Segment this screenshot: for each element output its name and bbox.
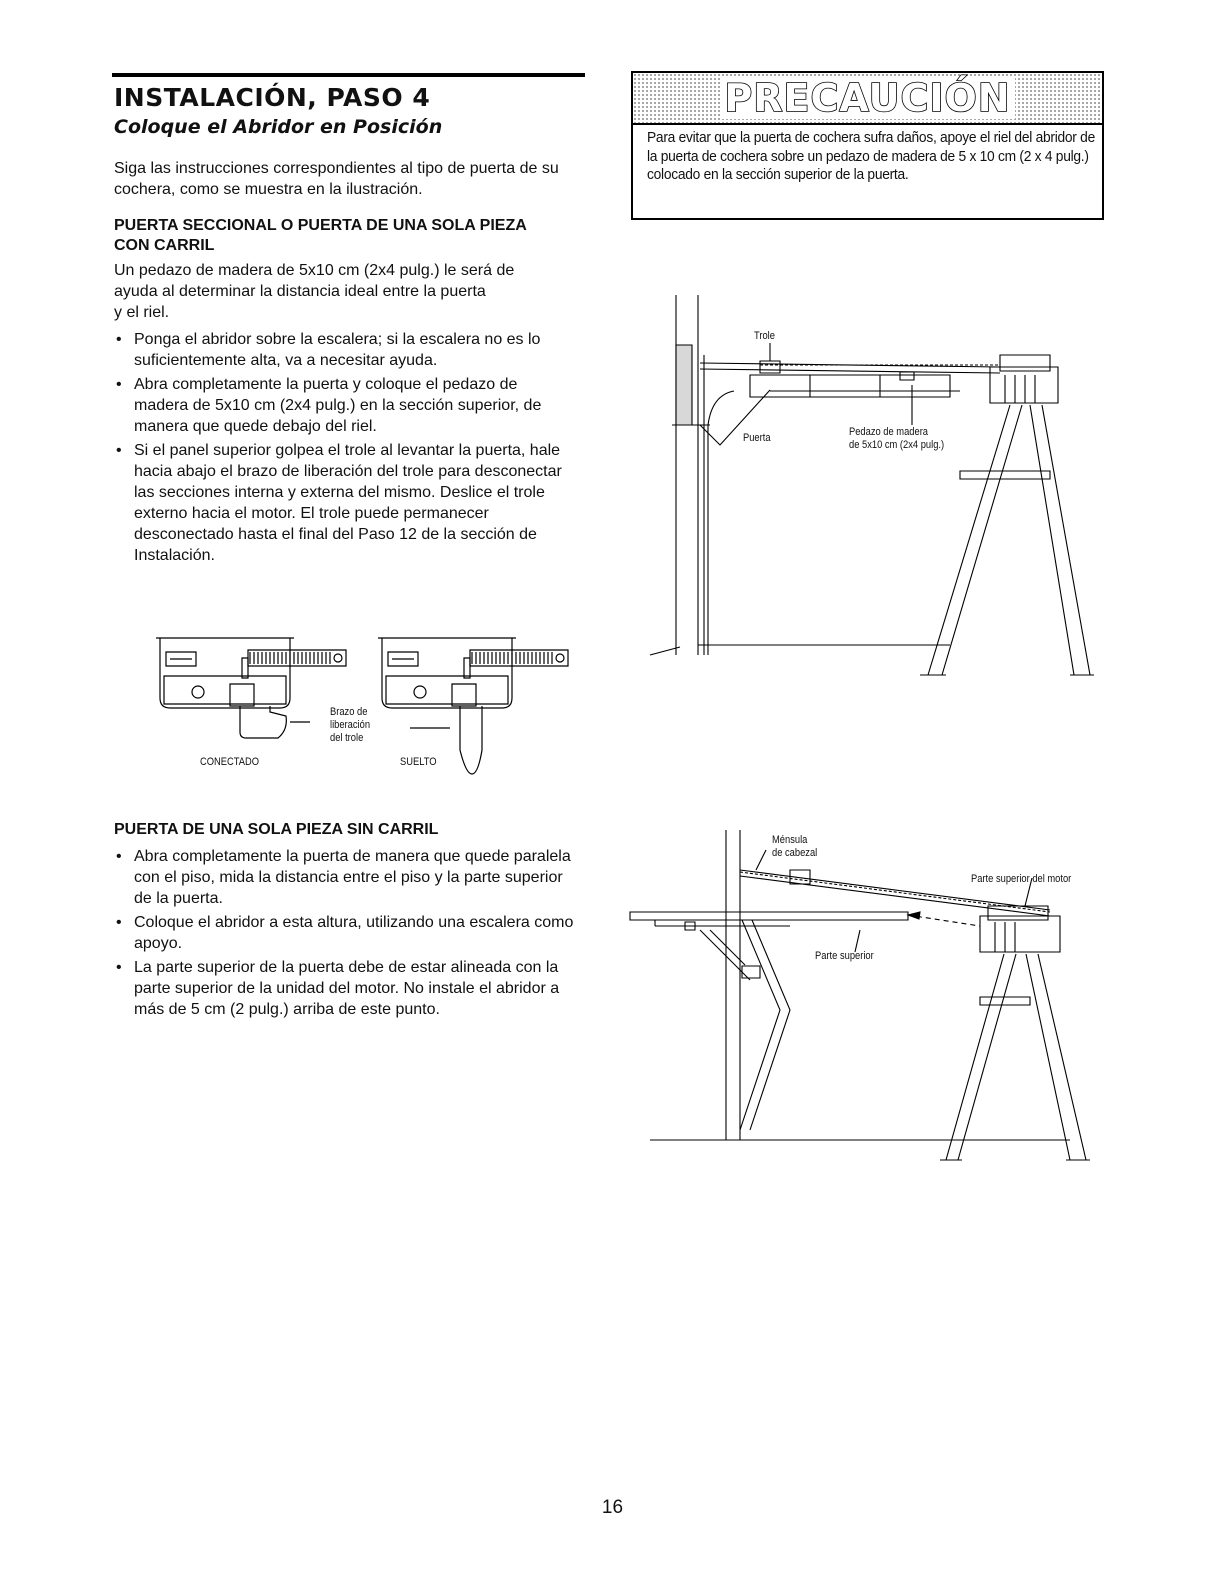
list-item: • Coloque el abridor a esta altura, utilizando una escalera como apoyo. bbox=[114, 912, 576, 954]
connected-label: CONECTADO bbox=[200, 756, 260, 768]
caution-header bbox=[633, 73, 1102, 125]
list-item: • Ponga el abridor sobre la escalera; si la escalera no es lo suficientemente alta, va a necesitar ayuda. bbox=[114, 329, 576, 371]
list-item: • Si el panel superior golpea el trole al levantar la puerta, hale hacia abajo el brazo de liberación del trole para desconectar las secciones interna y externa del mismo. Deslice el trole externo hacia el motor. El trole puede permanecer desconectado hasta el final del Paso 12 de la sección de Instalación. bbox=[114, 440, 576, 566]
caution-text: Para evitar que la puerta de cochera sufra daños, apoye el riel del abridor de la puerta de cochera sobre un pedazo de madera de 5 x 10 cm (2 x 4 pulg.) colocado en la sección superior de la puerta. bbox=[647, 129, 1095, 183]
loose-label: SUELTO bbox=[400, 756, 437, 768]
motor-top-label: Parte superior del motor bbox=[971, 873, 1072, 885]
door-top-label: Parte superior bbox=[815, 950, 874, 962]
list-item: • Abra completamente la puerta y coloque el pedazo de madera de 5x10 cm (2x4 pulg.) en la sección superior, de manera que quede debajo del riel. bbox=[114, 374, 576, 437]
caution-box bbox=[631, 71, 1104, 220]
heading-rule bbox=[112, 73, 585, 77]
section-paragraph: Un pedazo de madera de 5x10 cm (2x4 pulg.) le será de ayuda al determinar la distancia ideal entre la puerta y el riel. bbox=[114, 262, 515, 321]
bullet-list bbox=[114, 846, 576, 1020]
page-title: INSTALACIÓN, PASO 4 bbox=[114, 83, 431, 112]
section-sectional bbox=[114, 216, 584, 569]
wood-piece-label: Pedazo de madera de 5x10 cm (2x4 pulg.) bbox=[849, 426, 945, 451]
list-item: • La parte superior de la puerta debe de estar alineada con la parte superior de la unidad del motor. No instale el abridor a más de 5 cm (2 pulg.) arriba de este punto. bbox=[114, 957, 576, 1020]
bullet-list bbox=[114, 329, 576, 566]
page-subtitle: Coloque el Abridor en Posición bbox=[114, 116, 443, 138]
intro-text: Siga las instrucciones correspondientes al tipo de puerta de su cochera, como se muestra en la ilustración. bbox=[114, 160, 559, 198]
section-one-piece bbox=[114, 820, 584, 1023]
list-item: • Abra completamente la puerta de manera que quede paralela con el piso, mida la distancia entre el piso y la parte superior de la puerta. bbox=[114, 846, 576, 909]
door-label: Puerta bbox=[743, 432, 771, 444]
section-heading: PUERTA DE UNA SOLA PIEZA SIN CARRIL bbox=[114, 821, 439, 838]
release-arm-label: Brazo de liberación del trole bbox=[330, 706, 371, 744]
trolley-connected-drawing bbox=[156, 638, 346, 738]
page-number: 16 bbox=[601, 1497, 624, 1518]
trolley-label: Trole bbox=[754, 330, 775, 342]
sectional-door-illustration bbox=[650, 295, 1100, 685]
header-bracket-label: Ménsula de cabezal bbox=[772, 834, 818, 859]
trolley-loose-drawing bbox=[378, 638, 568, 774]
caution-title: PRECAUCIÓN bbox=[720, 77, 1014, 119]
section-heading: PUERTA SECCIONAL O PUERTA DE UNA SOLA PIEZA CON CARRIL bbox=[114, 217, 527, 254]
